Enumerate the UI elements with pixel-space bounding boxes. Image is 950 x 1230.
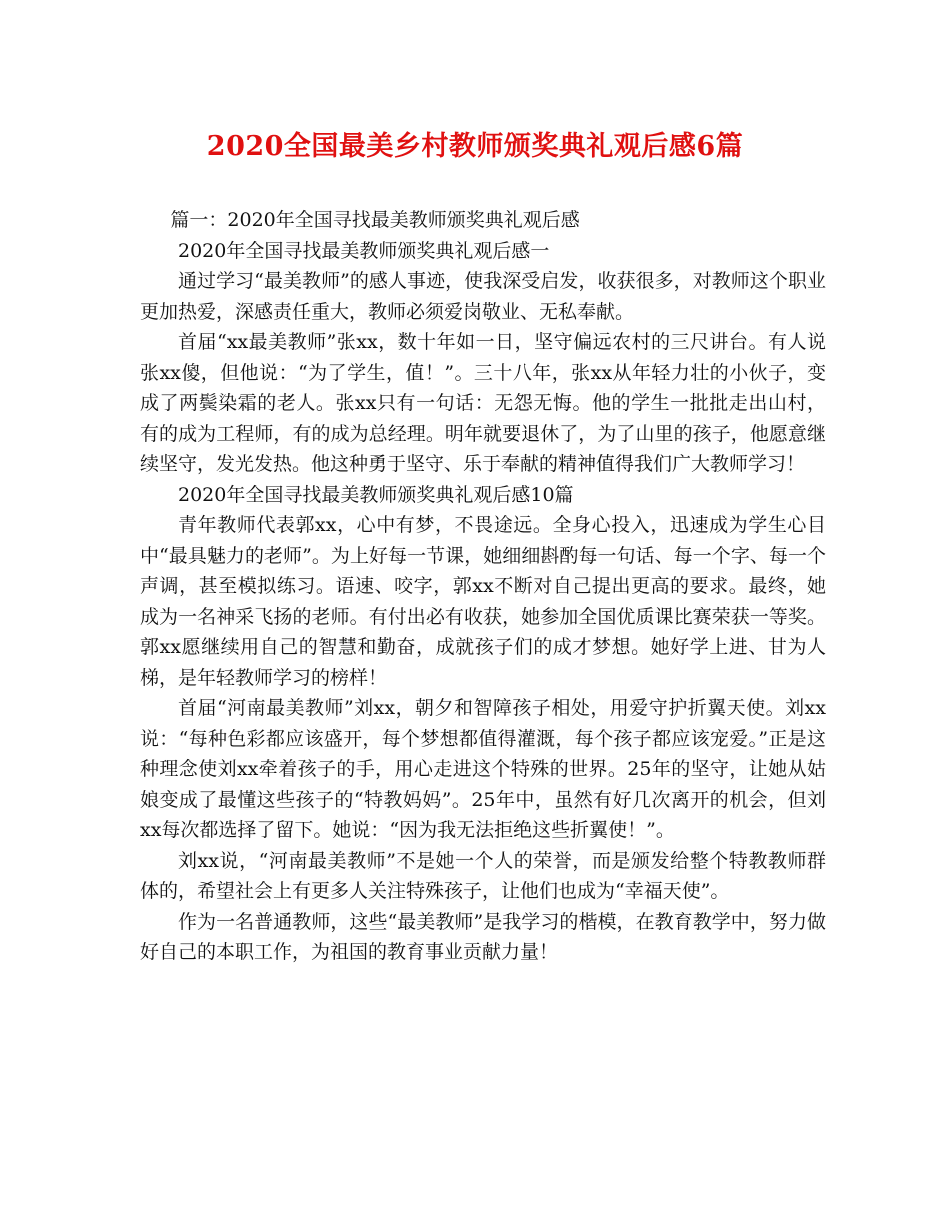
subheading: 2020年全国寻找最美教师颁奖典礼观后感10篇 (178, 483, 574, 506)
document-body (140, 205, 826, 968)
subheading: 2020年全国寻找最美教师颁奖典礼观后感一 (178, 239, 550, 262)
paragraph: 作为一名普通教师，这些“最美教师”是我学习的楷模，在教育教学中，努力做好自己的本职工作，为祖国的教育事业贡献力量！ (140, 910, 826, 963)
paragraph: 刘xx说，“河南最美教师”不是她一个人的荣誉，而是颁发给整个特教教师群体的，希望社会上有更多人关注特殊孩子，让他们也成为“幸福天使”。 (140, 849, 826, 902)
paragraph: 首届“河南最美教师”刘xx，朝夕和智障孩子相处，用爱守护折翼天使。刘xx说：“每种色彩都应该盛开，每个梦想都值得灌溉，每个孩子都应该宠爱。”正是这种理念使刘xx牵着孩子的手，用心走进这个特殊的世界。25年的坚守，让她从姑娘变成了最懂这些孩子的“特教妈妈”。25年中，虽然有好几次离开的机会，但刘xx每次都选择了留下。她说：“因为我无法拒绝这些折翼使！”。 (140, 697, 826, 841)
paragraph: 通过学习“最美教师”的感人事迹，使我深受启发，收获很多，对教师这个职业更加热爱，深感责任重大，教师必须爱岗敬业、无私奉献。 (140, 270, 826, 323)
section-heading: 篇一：2020年全国寻找最美教师颁奖典礼观后感 (170, 209, 580, 231)
paragraph: 首届“xx最美教师”张xx，数十年如一日，坚守偏远农村的三尺讲台。有人说张xx傻，但他说：“为了学生，值！”。三十八年，张xx从年轻力壮的小伙子，变成了两鬓染霜的老人。张xx只有一句话：无怨无悔。他的学生一批批走出山村，有的成为工程师，有的成为总经理。明年就要退休了，为了山里的孩子，他愿意继续坚守，发光发热。他这种勇于坚守、乐于奉献的精神值得我们广大教师学习！ (140, 331, 826, 475)
paragraph: 青年教师代表郭xx，心中有梦，不畏途远。全身心投入，迅速成为学生心目中“最具魅力的老师”。为上好每一节课，她细细斟酌每一句话、每一个字、每一个声调，甚至模拟练习。语速、咬字，郭xx不断对自己提出更高的要求。最终，她成为一名神采飞扬的老师。有付出必有收获，她参加全国优质课比赛荣获一等奖。郭xx愿继续用自己的智慧和勤奋，成就孩子们的成才梦想。她好学上进、甘为人梯，是年轻教师学习的榜样！ (140, 514, 826, 689)
document-title: 2020全国最美乡村教师颁奖典礼观后感6篇 (206, 131, 744, 162)
